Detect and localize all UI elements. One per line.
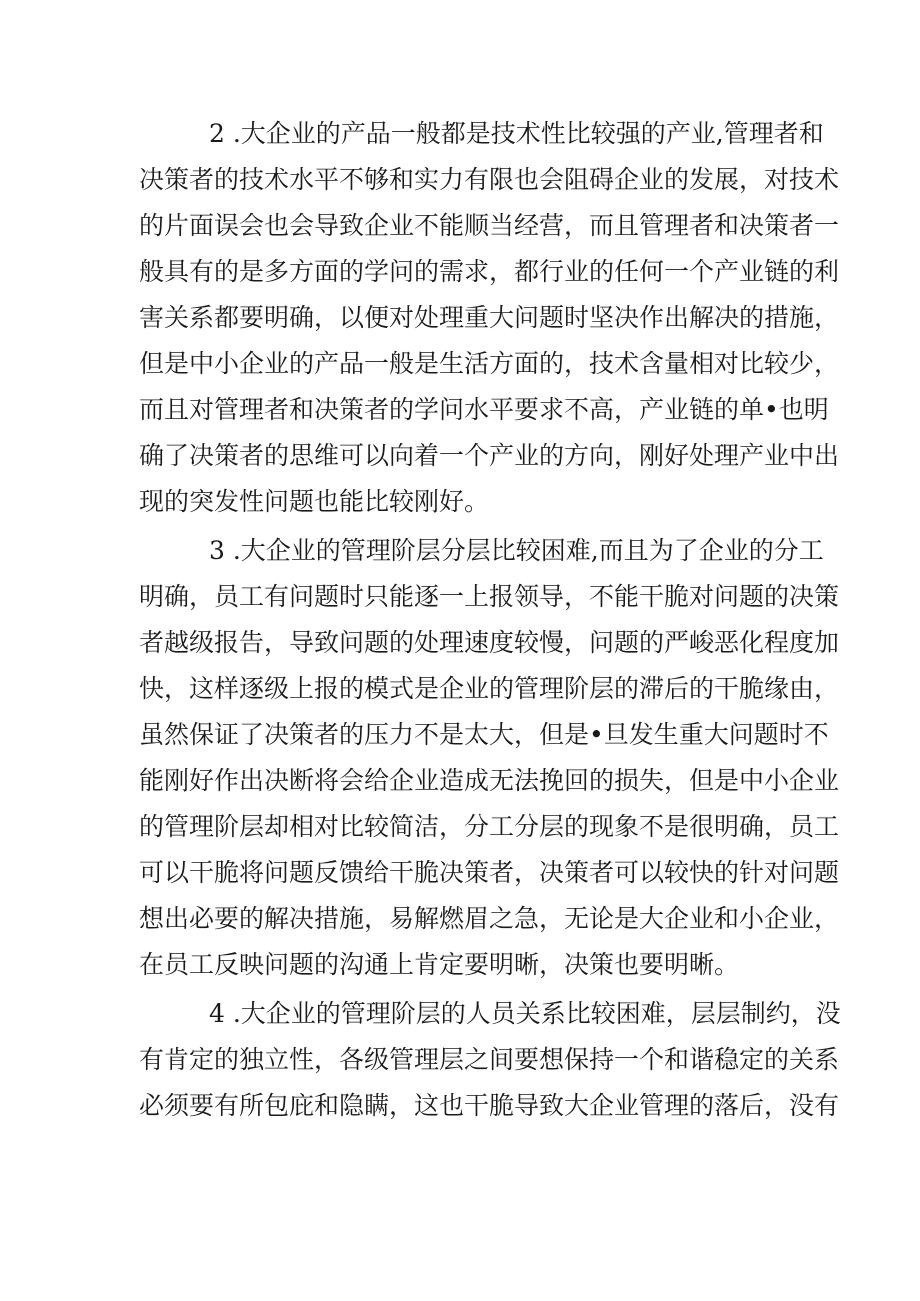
text-line: 必须要有所包庇和隐瞒，这也干脆导致大企业管理的落后，没有 [139, 1091, 840, 1120]
text-line: 而且对管理者和决策者的学问水平要求不高，产业链的单•也明 [139, 395, 829, 424]
text-line: 害关系都要明确，以便对处理重大问题时坚决作出解决的措施， [139, 303, 840, 332]
text-line: 的管理阶层却相对比较简洁，分工分层的现象不是很明确，员工 [139, 812, 840, 841]
text-line: 快，这样逐级上报的模式是企业的管理阶层的滞后的干脆缘由， [139, 674, 840, 703]
text-line: 在员工反映问题的沟通上肯定要明晰，决策也要明晰。 [139, 950, 740, 979]
text-line: 决策者的技术水平不够和实力有限也会阻碍企业的发展，对技术 [139, 165, 840, 194]
text-line: 现的突发性问题也能比较刚好。 [139, 487, 490, 516]
text-line: 明确，员工有问题时只能逐一上报领导，不能干脆对问题的决策 [139, 582, 840, 611]
text-line: 虽然保证了决策者的压力不是太大，但是•旦发生重大问题时不 [139, 720, 829, 749]
text-line: 可以干脆将问题反馈给干脆决策者，决策者可以较快的针对问题 [139, 858, 840, 887]
paragraph-2 [139, 111, 840, 525]
text-line: 者越级报告，导致问题的处理速度较慢，问题的严峻恶化程度加 [139, 628, 840, 657]
text-line: 4 .大企业的管理阶层的人员关系比较困难，层层制约，没 [209, 999, 841, 1028]
text-line: 想出必要的解决措施，易解燃眉之急，无论是大企业和小企业， [139, 904, 840, 933]
paragraph-4 [139, 991, 841, 1129]
text-line: 能刚好作出决断将会给企业造成无法挽回的损失，但是中小企业 [139, 766, 840, 795]
text-line: 确了决策者的思维可以向着一个产业的方向，刚好处理产业中出 [139, 441, 840, 470]
text-line: 有肯定的独立性，各级管理层之间要想保持一个和谐稳定的关系 [139, 1045, 840, 1074]
document-body [139, 111, 841, 1132]
text-line: 般具有的是多方面的学问的需求，都行业的任何一个产业链的利 [139, 257, 840, 286]
text-line: 的片面误会也会导致企业不能顺当经营，而且管理者和决策者一 [139, 211, 840, 240]
text-line: 3 .大企业的管理阶层分层比较困难,而且为了企业的分工 [209, 536, 824, 565]
text-line: 但是中小企业的产品一般是生活方面的，技术含量相对比较少， [139, 349, 840, 378]
text-line: 2 .大企业的产品一般都是技术性比较强的产业,管理者和 [209, 119, 824, 148]
paragraph-3 [139, 528, 840, 988]
